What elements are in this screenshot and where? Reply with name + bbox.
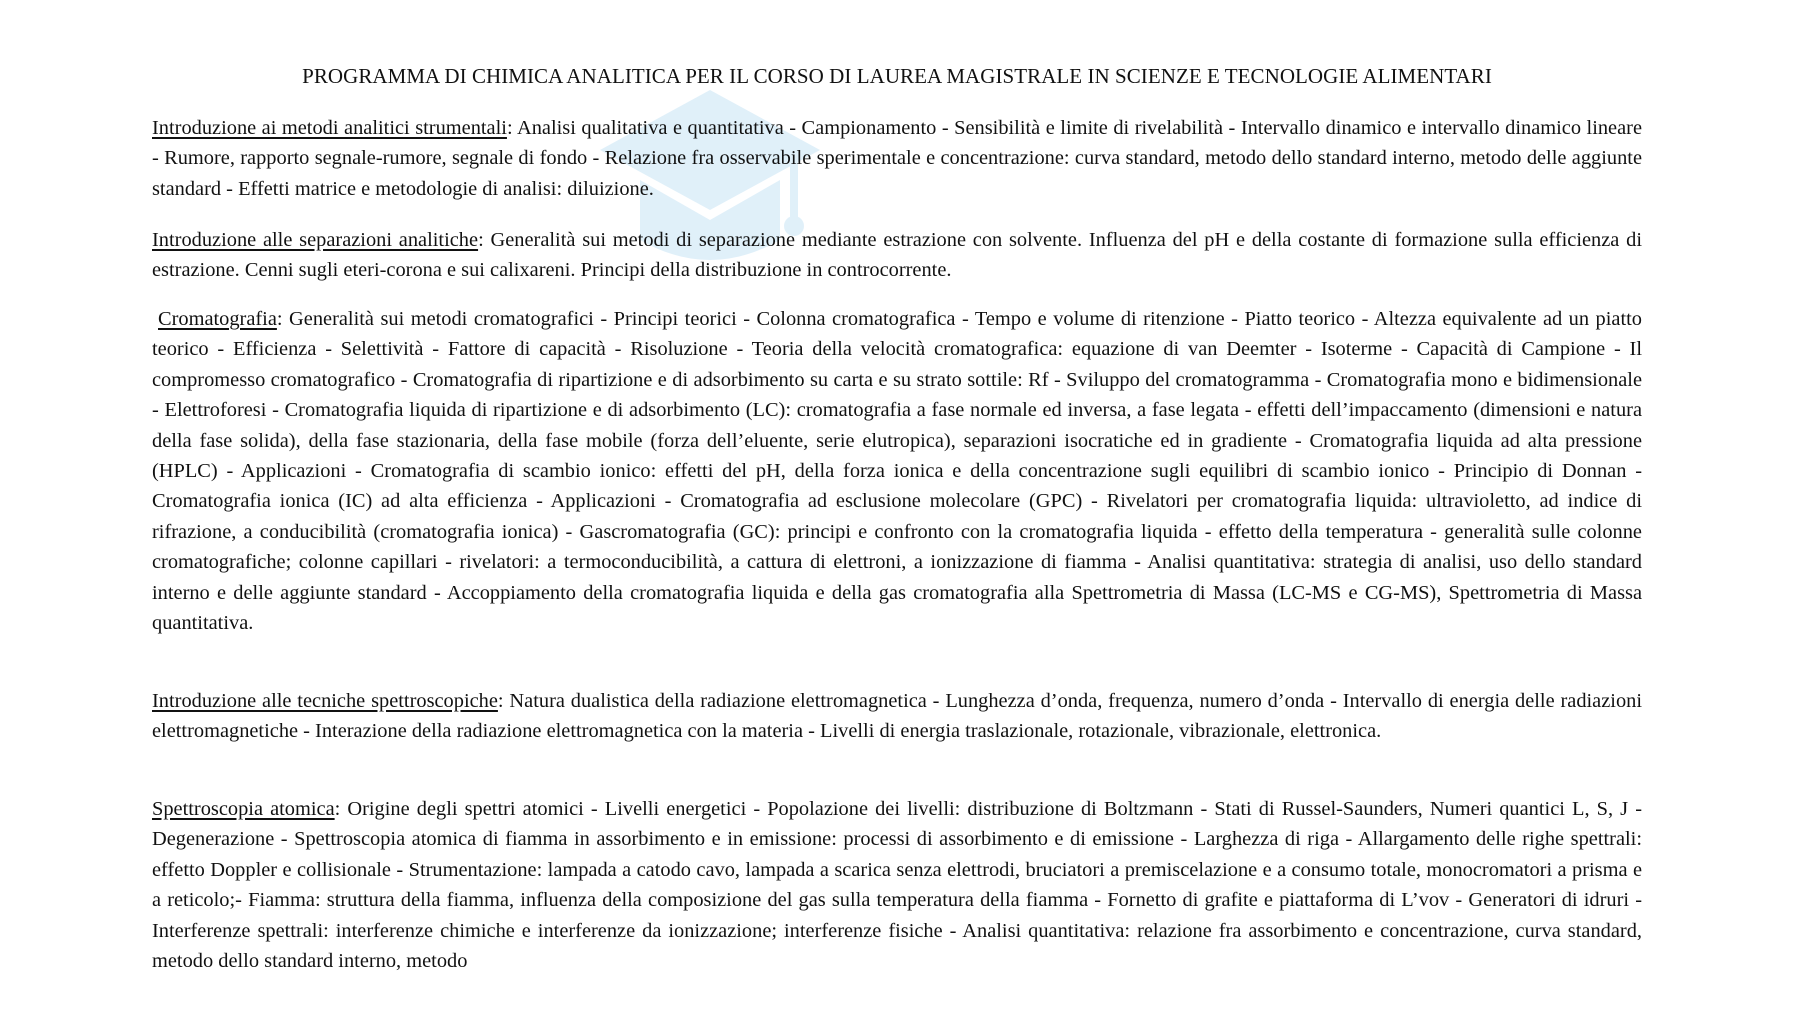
- section-paragraph: [152, 304, 1642, 638]
- section-body: : Origine degli spettri atomici - Livelli energetici - Popolazione dei livelli: distribuzione di Boltzmann - Stati di Russel-Saunders, Numeri quantici L, S, J - Degenerazione - Spettroscopia atomica di fiamma in assorbimento e in emissione: processi di assorbimento e di emissione - Larghezza di riga - Allargamento delle righe spettrali: effetto Doppler e collisionale - Strumentazione: lampada a catodo cavo, lampada a scarica senza elettrodi, bruciatori a premiscelazione e a consumo totale, monocromatori a prisma e a reticolo;- Fiamma: struttura della fiamma, influenza della composizione del gas sulla temperatura della fiamma - Fornetto di grafite e piattaforma di L’vov - Generatori di idruri - Interferenze spettrali: interferenze chimiche e interferenze da ionizzazione; interferenze fisiche - Analisi quantitativa: relazione fra assorbimento e concentrazione, curva standard, metodo dello standard interno, metodo: [152, 798, 1642, 973]
- section-heading: Spettroscopia atomica: [152, 798, 335, 820]
- section-heading: Introduzione alle separazioni analitiche: [152, 229, 479, 251]
- section-paragraph: [152, 686, 1642, 747]
- section-body: : Generalità sui metodi cromatografici - Principi teorici - Colonna cromatografica - Tempo e volume di ritenzione - Piatto teorico - Altezza equivalente ad un piatto teorico - Efficienza - Selettività - Fattore di capacità - Risoluzione - Teoria della velocità cromatografica: equazione di van Deemter - Isoterme - Capacità di Campione - Il compromesso cromatografico - Cromatografia di ripartizione e di adsorbimento su carta e su strato sottile: Rf - Sviluppo del cromatogramma - Cromatografia mono e bidimensionale - Elettroforesi - Cromatografia liquida di ripartizione e di adsorbimento (LC): cromatografia a fase normale ed inversa, a fase legata - effetti dell’impaccamento (dimensioni e natura della fase solida), della fase stazionaria, della fase mobile (forza dell’eluente, serie elutropica), separazioni isocratiche ed in gradiente - Cromatografia liquida ad alta pressione (HPLC) - Applicazioni - Cromatografia di scambio ionico: effetti del pH, della forza ionica e della concentrazione sugli equilibri di scambio ionico - Principio di Donnan - Cromatografia ionica (IC) ad alta efficienza - Applicazioni - Cromatografia ad esclusione molecolare (GPC) - Rivelatori per cromatografia liquida: ultravioletto, ad indice di rifrazione, a conducibilità (cromatografia ionica) - Gascromatografia (GC): principi e confronto con la cromatografia liquida - effetto della temperatura - generalità sulle colonne cromatografiche; colonne capillari - rivelatori: a termoconducibilità, a cattura di elettroni, a ionizzazione di fiamma - Analisi quantitativa: strategia di analisi, uso dello standard interno e delle aggiunte standard - Accoppiamento della cromatografia liquida e della gas cromatografia alla Spettrometria di Massa (LC-MS e CG-MS), Spettrometria di Massa quantitativa.: [152, 308, 1642, 635]
- document-title: PROGRAMMA DI CHIMICA ANALITICA PER IL CORSO DI LAUREA MAGISTRALE IN SCIENZE E TECNOLOGIE ALIMENTARI: [302, 64, 1492, 88]
- section-paragraph: [152, 794, 1642, 976]
- section-heading: Introduzione alle tecniche spettroscopiche: [152, 690, 498, 712]
- section-body: : Generalità sui metodi di separazione mediante estrazione con solvente. Influenza del pH e della costante di formazione sulla efficienza di estrazione. Cenni sugli eteri-corona e sui calixareni. Principi della distribuzione in controcorrente.: [152, 229, 1642, 282]
- section-body: : Analisi qualitativa e quantitativa - Campionamento - Sensibilità e limite di rivelabilità - Intervallo dinamico e intervallo dinamico lineare - Rumore, rapporto segnale-rumore, segnale di fondo - Relazione fra osservabile sperimentale e concentrazione: curva standard, metodo dello standard interno, metodo delle aggiunte standard - Effetti matrice e metodologie di analisi: diluizione.: [152, 117, 1642, 200]
- section-paragraph: [152, 113, 1642, 204]
- section-heading: Cromatografia: [158, 308, 277, 330]
- section-body: : Natura dualistica della radiazione elettromagnetica - Lunghezza d’onda, frequenza, numero d’onda - Intervallo di energia delle radiazioni elettromagnetiche - Interazione della radiazione elettromagnetica con la materia - Livelli di energia traslazionale, rotazionale, vibrazionale, elettronica.: [152, 690, 1642, 743]
- section-heading: Introduzione ai metodi analitici strumentali: [152, 117, 507, 139]
- section-paragraph: [152, 225, 1642, 286]
